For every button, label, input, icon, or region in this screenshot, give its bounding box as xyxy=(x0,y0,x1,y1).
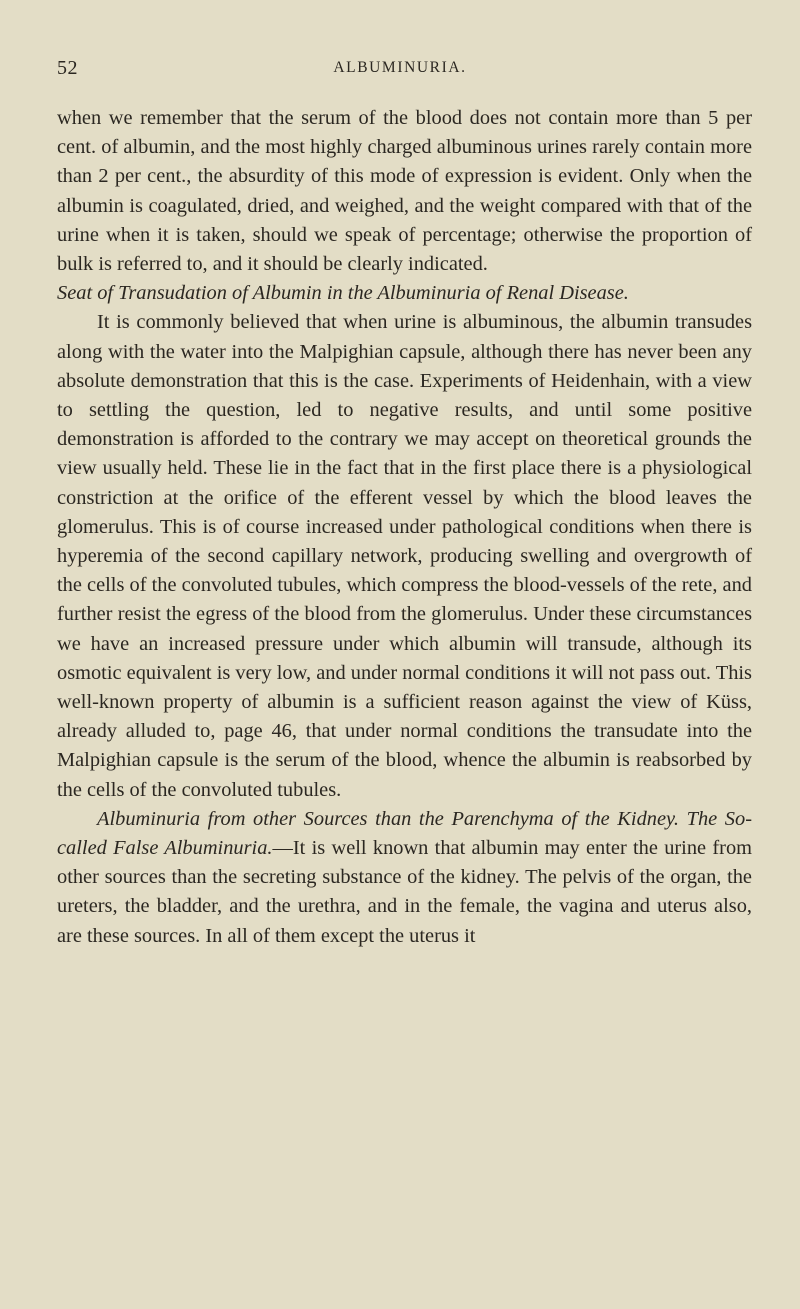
paragraph-continued: when we remember that the serum of the blood does not contain more than 5 per cent. of albumin, and the most highly charged albuminous urines rarely contain more than 2 per cent., the absurdity of this mode of expression is evident. Only when the albumin is coagulated, dried, and weighed, and the weight compared with that of the urine when it is taken, should we speak of percentage; otherwise the proportion of bulk is referred to, and it should be clearly indicated. xyxy=(57,107,752,276)
paragraph-text: —It is well known that albumin may enter the urine from other sources than the secreting substance of the kidney. The pelvis of the organ, the ureters, the bladder, and the urethra, and in the female, the vagina and uterus also, are these sources. In all of them except the uterus it xyxy=(57,837,752,947)
body-text xyxy=(57,104,752,951)
running-head xyxy=(0,57,800,81)
inline-italic-heading: Albuminuria from other Sources than the Parenchyma of the Kidney. The So-called False Albuminuria. xyxy=(57,807,752,860)
paragraph-false-albuminuria xyxy=(57,805,752,951)
page-number: 52 xyxy=(57,57,78,79)
paragraph-transudation: It is commonly believed that when urine is albuminous, the albumin transudes along with the water into the Malpighian capsule, although there has never been any absolute demonstration that this is the case. Experiments of Heidenhain, with a view to settling the question, led to negative results, and until some positive demonstration is afforded to the contrary we may accept on theoretical grounds the view usually held. These lie in the fact that in the first place there is a physiological constriction at the orifice of the efferent vessel by which the blood leaves the glomerulus. This is of course increased under pathological conditions when there is hyperemia of the second capillary network, producing swelling and overgrowth of the cells of the convoluted tubules, which compress the blood-vessels of the rete, and further resist the egress of the blood from the glomerulus. Under these circumstances we have an increased pressure under which albumin will transude, although its osmotic equivalent is very low, and under normal conditions it will not pass out. This well-known property of albumin is a sufficient reason against the view of Küss, already alluded to, page 46, that under normal conditions the transudate into the Malpighian capsule is the serum of the blood, whence the albumin is reabsorbed by the cells of the convoluted tubules. xyxy=(57,311,752,801)
running-title: ALBUMINURIA. xyxy=(333,59,467,76)
section-heading: Seat of Transudation of Albumin in the Albuminuria of Renal Disease. xyxy=(57,282,629,305)
